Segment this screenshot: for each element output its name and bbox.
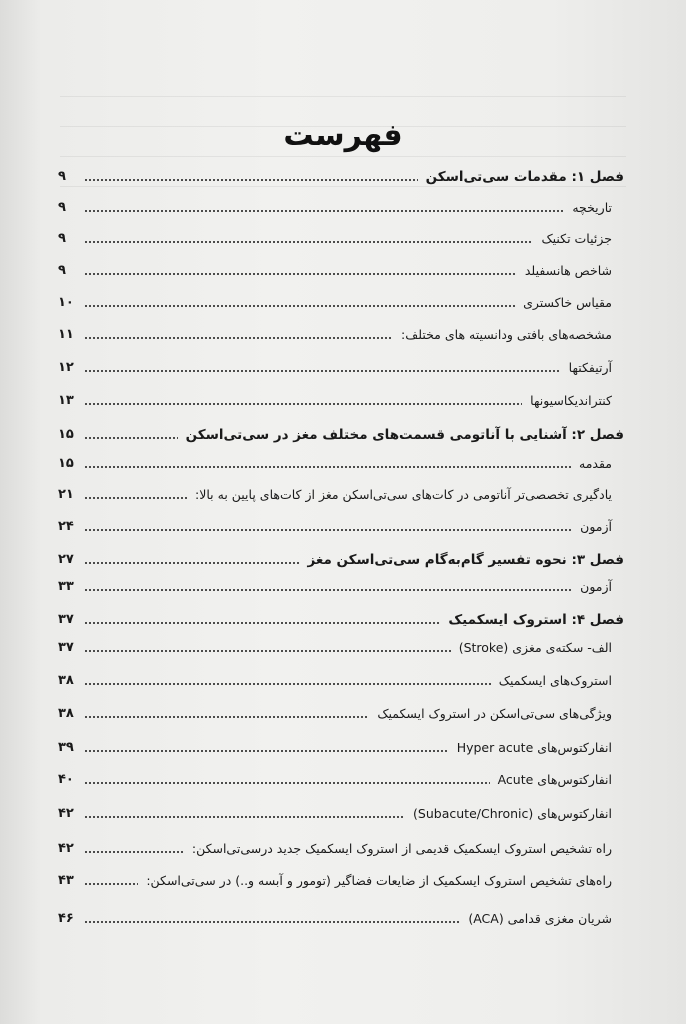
toc-entry-chapter [58, 418, 624, 444]
toc-entry [58, 832, 624, 858]
toc-entry-label: شریان مغزی قدامی (ACA) [468, 911, 612, 926]
toc-page-number: ۳۷ [58, 640, 74, 655]
dot-leader [84, 273, 517, 275]
dot-leader [84, 210, 564, 212]
toc-page-number: ۹ [58, 231, 66, 246]
toc-page-number: ۳۳ [58, 579, 74, 594]
dot-leader [84, 562, 299, 564]
toc-entry [58, 763, 624, 789]
toc-entry-label: ویژگی‌های سی‌تی‌اسکن در استروک ایسکمیک [377, 706, 612, 721]
toc-entry [58, 731, 624, 757]
toc-entry-label: الف- سکته‌ی مغزی (Stroke) [458, 640, 612, 655]
toc-entry-label: استروک‌های ایسکمیک [498, 673, 612, 688]
dot-leader [84, 437, 178, 439]
toc-entry [58, 478, 624, 504]
toc-entry [58, 510, 624, 536]
toc-page-number: ۴۲ [58, 806, 74, 821]
toc-entry [58, 254, 624, 280]
toc-entry-label: کنتراندیکاسیونها [530, 393, 612, 408]
toc-entry-label: انفارکتوس‌های Hyper acute [456, 740, 612, 755]
toc-page-number: ۱۵ [58, 427, 74, 442]
dot-leader [84, 816, 405, 818]
toc-entry-label: انفارکتوس‌های (Subacute/Chronic) [413, 806, 612, 821]
page-title: فهرست [283, 118, 403, 153]
toc-entry [58, 447, 624, 473]
toc-page-number: ۳۸ [58, 673, 74, 688]
toc-entry [58, 664, 624, 690]
dot-leader [84, 466, 571, 468]
toc-entry [58, 797, 624, 823]
dot-leader [84, 179, 418, 181]
toc-entry [58, 570, 624, 596]
toc-entry-label: فصل ۳: نحوه تفسیر گام‌به‌گام سی‌تی‌اسکن مغز [307, 552, 624, 568]
toc-entry-label: جزئیات تکنیک [541, 231, 612, 246]
toc-page-number: ۳۹ [58, 740, 74, 755]
toc-page-number: ۴۳ [58, 873, 74, 888]
dot-leader [84, 497, 187, 499]
toc-page-number: ۱۳ [58, 393, 74, 408]
dot-leader [84, 851, 184, 853]
toc-page-number: ۲۷ [58, 552, 74, 567]
toc-page-number: ۹ [58, 200, 66, 215]
dot-leader [84, 370, 561, 372]
toc-entry [58, 631, 624, 657]
dot-leader [84, 622, 440, 624]
toc-entry-label: تاریخچه [572, 200, 612, 215]
dot-leader [84, 921, 460, 923]
dot-leader [84, 305, 515, 307]
toc-page-number: ۱۰ [58, 295, 74, 310]
toc-page-number: ۴۶ [58, 911, 74, 926]
toc-entry-chapter [58, 160, 624, 186]
toc-entry-label: شاخص هانسفیلد [524, 263, 612, 278]
toc-page-number: ۱۵ [58, 456, 74, 471]
toc-entry-label: آزمون [580, 519, 612, 534]
dot-leader [84, 337, 393, 339]
toc-page-number: ۳۸ [58, 706, 74, 721]
dot-leader [84, 241, 533, 243]
toc-entry [58, 318, 624, 344]
toc-entry-label: فصل ۲: آشنایی با آناتومی قسمت‌های مختلف مغز در سی‌تی‌اسکن [185, 427, 624, 443]
toc-entry [58, 351, 624, 377]
toc-entry [58, 222, 624, 248]
toc-entry [58, 864, 624, 890]
toc-entry-label: مشخصه‌های بافتی ودانسیته های مختلف: [401, 327, 612, 342]
dot-leader [84, 750, 449, 752]
dot-leader [84, 782, 490, 784]
toc-page-number: ۴۲ [58, 841, 74, 856]
toc-entry-label: مقدمه [579, 456, 612, 471]
toc-entry [58, 902, 624, 928]
toc-page-number: ۱۱ [58, 327, 74, 342]
dot-leader [84, 716, 369, 718]
toc-entry-label: فصل ۴: استروک ایسکمیک [448, 612, 624, 628]
dot-leader [84, 683, 491, 685]
toc-entry-label: فصل ۱: مقدمات سی‌تی‌اسکن [425, 169, 624, 185]
toc-entry [58, 384, 624, 410]
toc-page-number: ۹ [58, 169, 66, 184]
toc-entry-label: مقیاس خاکستری [523, 295, 612, 310]
dot-leader [84, 589, 572, 591]
toc-entry-chapter [58, 603, 624, 629]
toc-entry-label: آزمون [580, 579, 612, 594]
toc-entry-chapter [58, 543, 624, 569]
toc-page-number: ۲۴ [58, 519, 74, 534]
toc-entry-label: یادگیری تخصصی‌تر آناتومی در کات‌های سی‌تی‌اسکن مغز از کات‌های پایین به بالا: [195, 487, 612, 502]
toc-entry-label: انفارکتوس‌های Acute [497, 772, 612, 787]
toc-entry-label: راه‌های تشخیص استروک ایسکمیک از ضایعات فضاگیر (تومور و آبسه و..) در سی‌تی‌اسکن: [146, 873, 612, 888]
toc-page-number: ۴۰ [58, 772, 74, 787]
dot-leader [84, 650, 451, 652]
dot-leader [84, 883, 138, 885]
toc-entry-label: راه تشخیص استروک ایسکمیک قدیمی از استروک ایسکمیک جدید درسی‌تی‌اسکن: [191, 841, 612, 856]
toc-page-number: ۱۲ [58, 360, 74, 375]
toc-entry [58, 697, 624, 723]
toc-entry [58, 191, 624, 217]
toc-page-number: ۳۷ [58, 612, 74, 627]
toc-entry-label: آرتیفکتها [568, 360, 612, 375]
toc-entry [58, 286, 624, 312]
dot-leader [84, 529, 572, 531]
dot-leader [84, 403, 522, 405]
toc-page-number: ۲۱ [58, 487, 74, 502]
toc-page-number: ۹ [58, 263, 66, 278]
